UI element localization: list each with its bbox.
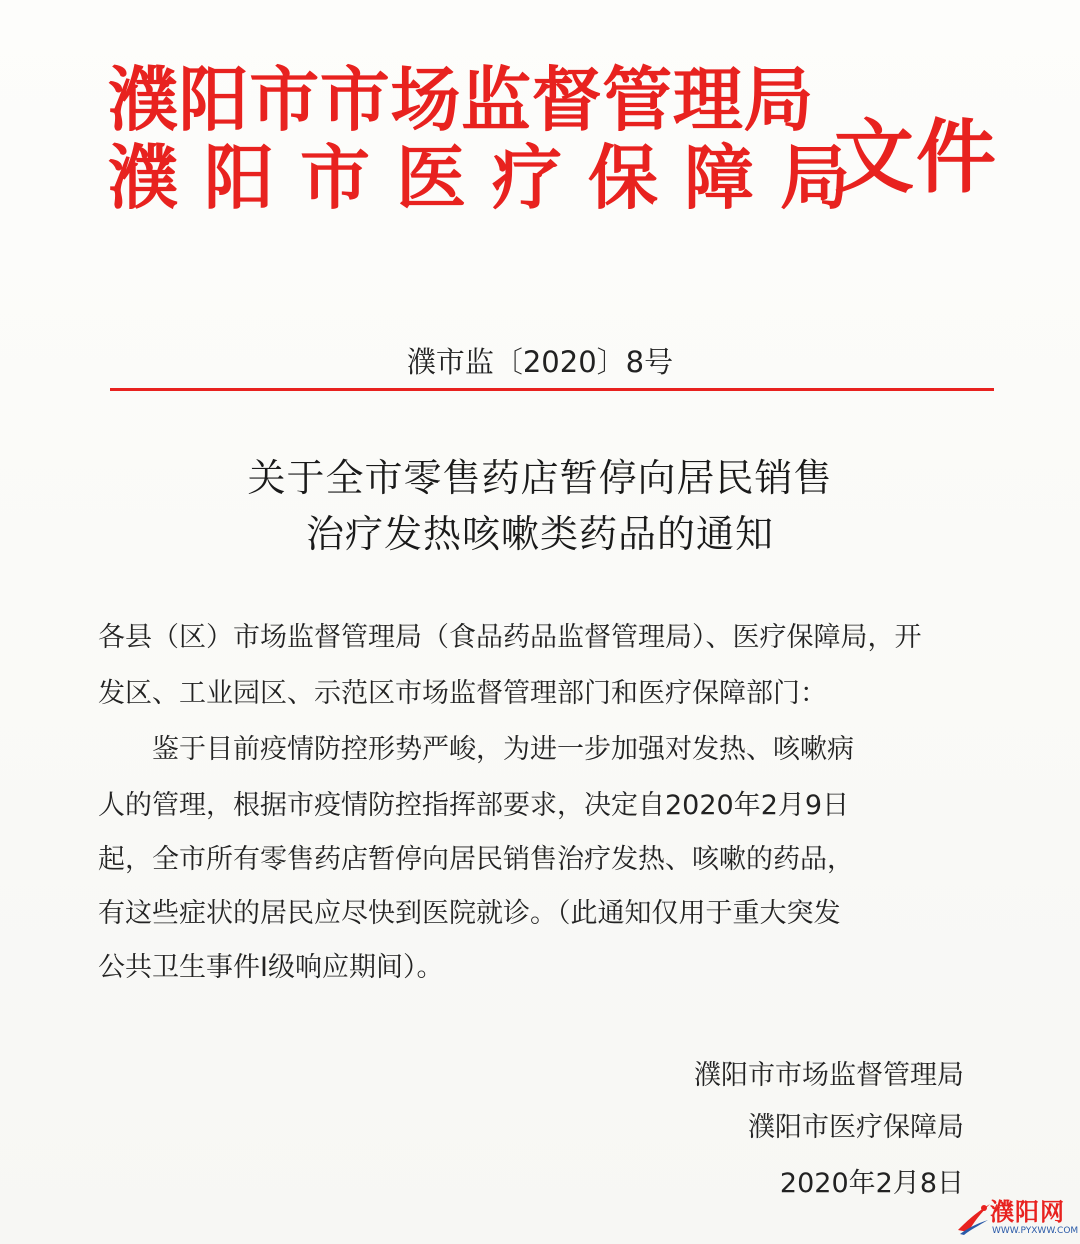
issuing-org-2: 濮阳市医疗保障局 [108, 136, 876, 219]
addressee-line-1: 各县（区）市场监督管理局（食品药品监督管理局）、医疗保障局，开 [98, 622, 922, 653]
body-line-5: 公共卫生事件I级响应期间）。 [98, 952, 444, 983]
body-line-4: 有这些症状的居民应尽快到医院就诊。（此通知仅用于重大突发 [98, 898, 841, 929]
notice-title-line-1: 关于全市零售药店暂停向居民销售 [247, 456, 833, 500]
signature-org-1: 濮阳市市场监督管理局 [694, 1060, 964, 1091]
swoosh-logo-icon [956, 1200, 992, 1236]
notice-title-line-2: 治疗发热咳嗽类药品的通知 [305, 512, 774, 556]
signature-org-2: 濮阳市医疗保障局 [748, 1112, 964, 1143]
document-number: 濮市监〔2020〕8号 [406, 345, 674, 379]
body-line-3: 起，全市所有零售药店暂停向居民销售治疗发热、咳嗽的药品， [98, 844, 854, 875]
signature-date: 2020年2月8日 [779, 1168, 964, 1199]
document-word: 文件 [834, 110, 998, 204]
body-line-2: 人的管理，根据市疫情防控指挥部要求，决定自2020年2月9日 [98, 790, 850, 821]
issuing-org-1: 濮阳市市场监督管理局 [108, 58, 814, 141]
red-divider [110, 388, 994, 391]
addressee-line-2: 发区、工业园区、示范区市场监督管理部门和医疗保障部门： [98, 678, 827, 709]
watermark-name: 濮阳网 [990, 1198, 1065, 1226]
body-line-1: 鉴于目前疫情防控形势严峻，为进一步加强对发热、咳嗽病 [152, 734, 854, 765]
site-watermark [956, 1198, 1079, 1238]
watermark-url: WWW.PYXWW.COM [992, 1226, 1079, 1236]
